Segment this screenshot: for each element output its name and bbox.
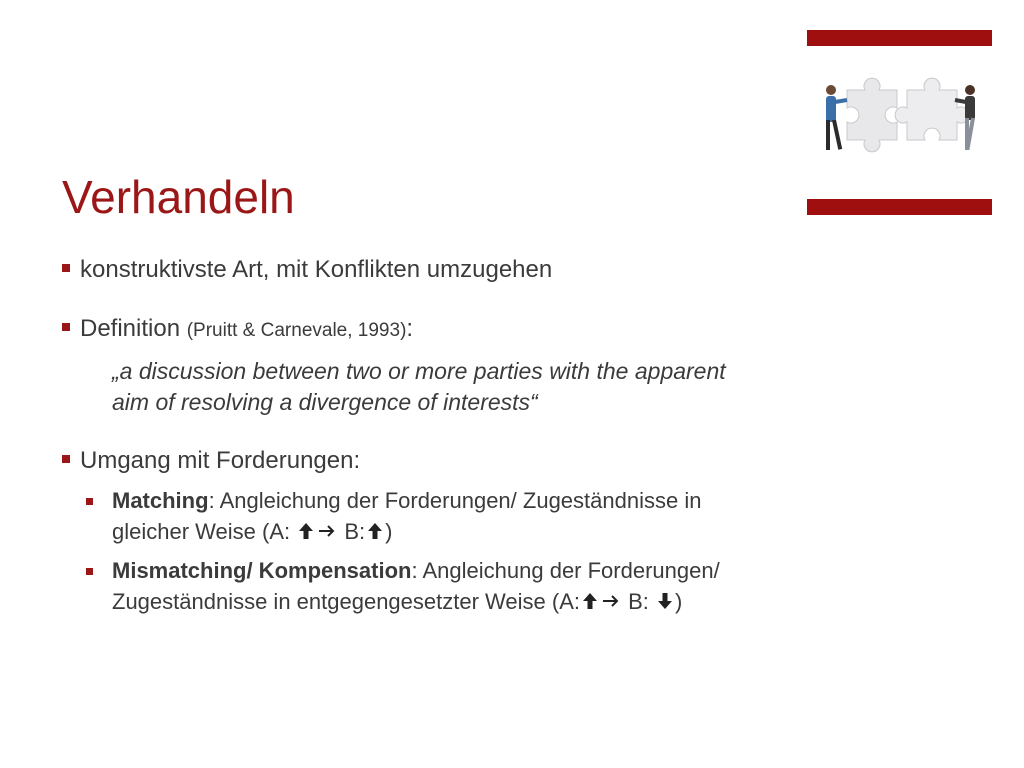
bullet-definition bbox=[62, 315, 413, 343]
accent-bar-bottom bbox=[807, 199, 992, 215]
accent-bar-top bbox=[807, 30, 992, 46]
bullet-marker bbox=[62, 323, 70, 331]
quote-line-1: „a discussion between two or more parties with the apparent bbox=[112, 358, 726, 384]
arrow-up-bold-icon bbox=[367, 522, 383, 540]
mismatching-desc-d: ) bbox=[675, 589, 683, 614]
puzzle-piece-right bbox=[895, 78, 969, 140]
sub-bullet-marker bbox=[86, 568, 93, 575]
definition-colon: : bbox=[406, 315, 414, 342]
arrow-right-icon bbox=[602, 594, 620, 608]
definition-lead: Definition bbox=[80, 315, 187, 342]
arrow-down-bold-icon bbox=[657, 592, 673, 610]
slide-title: Verhandeln bbox=[62, 171, 295, 223]
mismatching-desc-c: B: bbox=[621, 589, 655, 614]
person-left bbox=[826, 85, 847, 150]
mismatching-term: Mismatching/ Kompensation bbox=[112, 558, 412, 583]
puzzle-piece-left bbox=[847, 78, 897, 152]
matching-term: Matching bbox=[112, 488, 209, 513]
matching-desc-c: B: bbox=[338, 519, 366, 544]
matching-desc-b: gleicher Weise (A: bbox=[112, 519, 297, 544]
bullet-marker bbox=[62, 264, 70, 272]
sub-bullet-mismatching bbox=[86, 555, 886, 617]
sub-bullet-matching bbox=[86, 485, 886, 547]
definition-quote bbox=[112, 356, 892, 418]
sub-bullet-marker bbox=[86, 498, 93, 505]
puzzle-illustration bbox=[807, 60, 992, 185]
bullet-konstruktiv bbox=[62, 256, 552, 284]
mismatching-desc-b: Zugeständnisse in entgegengesetzter Weise (A: bbox=[112, 589, 580, 614]
bullet-marker bbox=[62, 455, 70, 463]
arrow-up-bold-icon bbox=[582, 592, 598, 610]
arrow-up-bold-icon bbox=[298, 522, 314, 540]
quote-line-2: aim of resolving a divergence of interests“ bbox=[112, 389, 538, 415]
definition-citation: (Pruitt & Carnevale, 1993) bbox=[186, 320, 407, 341]
mismatching-desc-a: : Angleichung der Forderungen/ bbox=[411, 558, 720, 583]
bullet-text: Umgang mit Forderungen: bbox=[80, 447, 361, 474]
arrow-right-icon bbox=[318, 524, 336, 538]
bullet-text: konstruktivste Art, mit Konflikten umzugehen bbox=[80, 256, 553, 283]
matching-desc-d: ) bbox=[385, 519, 393, 544]
bullet-umgang bbox=[62, 447, 360, 475]
matching-desc-a: : Angleichung der Forderungen/ Zugeständnisse in bbox=[208, 488, 702, 513]
